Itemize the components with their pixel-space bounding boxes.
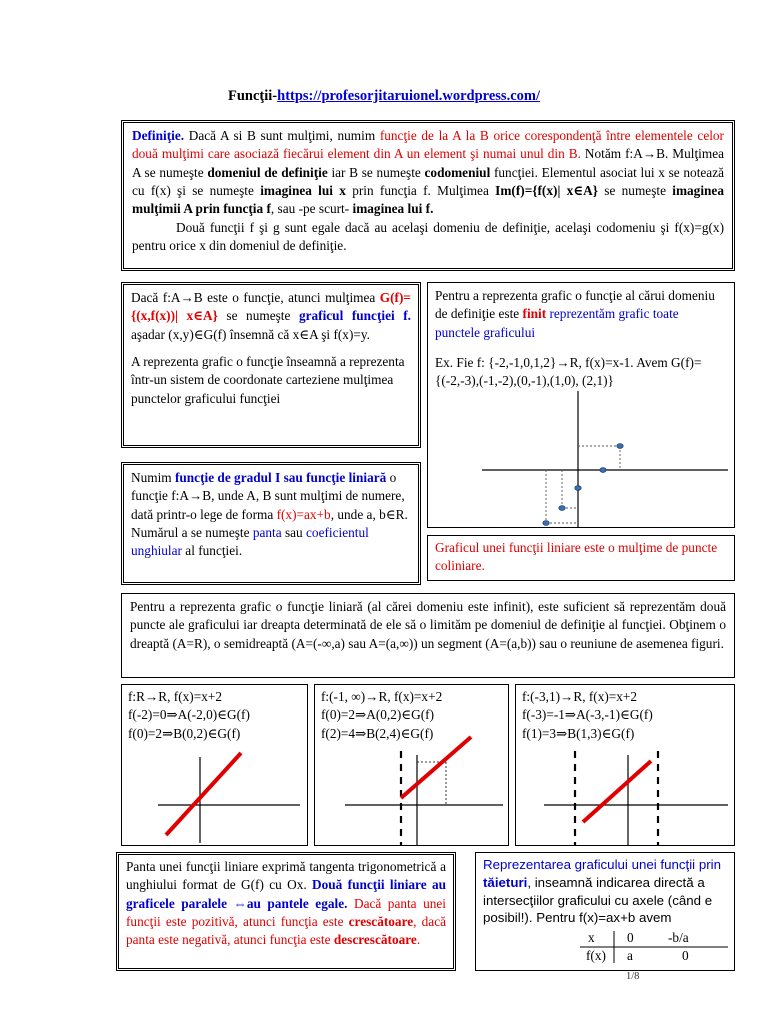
example-3-line-1: f:(-3,1)→R, f(x)=x+2 bbox=[522, 689, 638, 704]
linear-formula: f(x)=ax+b bbox=[276, 506, 331, 522]
point-0 bbox=[575, 486, 581, 491]
term-im: Im(f)={f(x)| x∈A} bbox=[495, 183, 598, 199]
example-1-line-1: f:R→R, f(x)=x+2 bbox=[128, 689, 223, 704]
linear-text: Numim bbox=[131, 470, 175, 485]
cuts-x-root: -b/a bbox=[668, 930, 689, 945]
term-im-multimii: imaginea mulţimii A prin funcţia f bbox=[132, 183, 724, 217]
example-2-plot bbox=[315, 685, 510, 847]
term-panta: panta bbox=[252, 525, 282, 541]
cuts-table-lines bbox=[580, 929, 728, 965]
example-box-3 bbox=[515, 684, 735, 846]
term-finit: finit bbox=[522, 306, 547, 322]
cuts-fx-a: a bbox=[627, 948, 633, 963]
slope-parallel-rule: Două funcţii liniare au graficele paralele ⇔au pantele egale. bbox=[126, 877, 446, 911]
cuts-x-0: 0 bbox=[627, 930, 634, 945]
definition-text: , sau -pe scurt- bbox=[270, 201, 353, 217]
linear-text: , unde a, b∈R. Numărul a se numeşte bbox=[131, 506, 408, 541]
colinear-box bbox=[427, 535, 735, 581]
example-2-line-1: f:(-1, ∞)→R, f(x)=x+2 bbox=[321, 689, 443, 704]
example-3-plot bbox=[516, 685, 736, 847]
term-imaginea-f: imaginea lui f. bbox=[352, 201, 434, 217]
infinite-domain-box bbox=[121, 593, 735, 678]
linear-text: sau bbox=[281, 525, 307, 541]
finite-example: Ex. Fie f: {-2,-1,0,1,2}→R, f(x)=x-1. Avem G(f)={(-2,-3),(-1,-2),(0,-1),(1,0), (2,1)} bbox=[435, 355, 702, 389]
term-grafic: graficul funcţiei f. bbox=[298, 308, 411, 324]
definition-text: iar B se numeşte bbox=[327, 164, 425, 180]
finite-plot bbox=[428, 283, 736, 529]
cuts-paragraph bbox=[483, 856, 727, 927]
definition-box bbox=[121, 120, 735, 271]
term-codomeniu: codomeniul bbox=[424, 164, 491, 180]
cuts-fx-0: 0 bbox=[682, 948, 689, 963]
finite-plot-axes bbox=[482, 391, 728, 527]
linear-text: al funcţiei. bbox=[181, 543, 243, 559]
finite-plot-points bbox=[543, 444, 623, 526]
linear-text: sau bbox=[280, 470, 307, 485]
point-neg1 bbox=[559, 506, 565, 511]
page-number: 1/8 bbox=[626, 971, 640, 982]
example-3-line-3: f(1)=3⇒B(1,3)∈G(f) bbox=[522, 725, 635, 741]
example-1-graph-line bbox=[166, 753, 241, 835]
finite-domain-box bbox=[427, 282, 735, 528]
example-1-line-3: f(0)=2⇒B(0,2)∈G(f) bbox=[128, 725, 241, 741]
example-2-line-3: f(2)=4⇒B(2,4)∈G(f) bbox=[321, 725, 434, 741]
definition-paragraph bbox=[132, 127, 724, 219]
colinear-text: Graficul unei funcţii liniare este o mulţime de puncte coliniare. bbox=[435, 540, 718, 574]
finite-text: Pentru a reprezenta grafic o funcţie al cărui domeniu de definiţie este bbox=[435, 288, 715, 322]
graph-set: G(f)= {(x,f(x))| x∈A} bbox=[131, 290, 411, 324]
title-prefix: Funcţii- bbox=[227, 88, 278, 104]
example-1-plot bbox=[122, 685, 309, 847]
point-neg2 bbox=[543, 521, 549, 526]
equality-paragraph: Două funcţii f şi g sunt egale dacă au acelaşi domeniu de definiţie, acelaşi codomeniu şi f(x)=g(x) pentru orice x din domeniul de definiţie. bbox=[132, 219, 724, 254]
definition-main: funcţie de la A la B orice corespondenţă între elementele celor două mulţimi care asociază fiecărui element din A un element şi numai unul din B. bbox=[132, 128, 724, 162]
term-liniara: funcţie liniară bbox=[306, 470, 387, 485]
finite-plot-guides bbox=[546, 446, 620, 523]
title-link[interactable]: https://profesorjitaruionel.wordpress.com/ bbox=[277, 88, 540, 104]
point-2 bbox=[617, 444, 623, 449]
example-1-line-2: f(-2)=0⇒A(-2,0)∈G(f) bbox=[128, 707, 250, 723]
term-taieturi: tăieturi bbox=[483, 874, 528, 890]
graph-text: Dacă f:A→B este o funcţie, atunci mulţimea bbox=[131, 290, 380, 305]
slope-red-text: Dacă panta unei funcţii este pozitivă, atunci funcţia este bbox=[126, 895, 447, 930]
example-3-graph-line bbox=[583, 761, 651, 822]
definition-text: se numeşte bbox=[598, 183, 673, 199]
linear-function-box bbox=[121, 462, 421, 585]
definition-text: Dacă A si B sunt mulţimi, numim bbox=[184, 128, 380, 143]
slope-text: Panta unei funcţii liniare exprimă tangenta trigonometrică a unghiului format de G(f) cu Ox. bbox=[126, 859, 446, 893]
definition-text: prin funcţia f. Mulţimea bbox=[345, 183, 496, 199]
slope-red-text: , dacă panta este negativă, atunci funcţia este bbox=[126, 914, 446, 948]
page-title bbox=[0, 86, 768, 106]
graph-definition-paragraph bbox=[131, 289, 411, 344]
cuts-box bbox=[475, 852, 735, 971]
slope-red-text: . bbox=[416, 932, 421, 948]
linear-text: o funcţie f:A→B, unde A, B sunt mulţimi de numere, dată printr-o lege de forma bbox=[131, 470, 405, 522]
definition-label: Definiţie. bbox=[132, 128, 185, 143]
graph-definition-box bbox=[121, 282, 421, 448]
term-gradul-i: funcţie de gradul I bbox=[174, 470, 281, 485]
represent-paragraph: A reprezenta grafic o funcţie înseamnă a reprezenta într-un sistem de coordonate carteziene mulţimea punctelor graficului funcţiei bbox=[131, 354, 405, 406]
definition-text: funcţiei. Elementul asociat lui x se notează cu f(x) şi se numeşte bbox=[132, 164, 724, 199]
cuts-fx-label: f(x) bbox=[586, 948, 606, 963]
term-descrescatoare: descrescătoare bbox=[333, 932, 417, 948]
term-domeniu: domeniul de definiţie bbox=[207, 164, 328, 180]
graph-text: se numeşte bbox=[217, 308, 299, 324]
term-imaginea: imaginea lui x bbox=[260, 183, 346, 199]
linear-paragraph bbox=[131, 469, 411, 561]
cuts-text: , inseamnă indicarea directă a intersecţiilor graficului cu axele (când e posibil!). Pentru f(x)=ax+b avem bbox=[483, 874, 713, 926]
example-2-graph-line bbox=[401, 737, 471, 798]
example-box-1 bbox=[121, 684, 308, 846]
cuts-x-label: x bbox=[588, 930, 595, 945]
example-box-2 bbox=[314, 684, 509, 846]
cuts-blue-text: Reprezentarea graficului unei funcţii prin bbox=[483, 857, 722, 872]
graph-text: aşadar (x,y)∈G(f) însemnă că x∈A şi f(x)=y. bbox=[131, 326, 370, 342]
example-3-line-2: f(-3)=-1⇒A(-3,-1)∈G(f) bbox=[522, 707, 653, 723]
cuts-table bbox=[580, 929, 728, 965]
example-2-line-2: f(0)=2⇒A(0,2)∈G(f) bbox=[321, 707, 435, 723]
definition-text: Notăm f:A→B. Mulţimea A se numeşte bbox=[132, 146, 724, 180]
term-crescatoare: crescătoare bbox=[348, 914, 414, 930]
slope-box bbox=[116, 852, 456, 971]
term-coeficient: coeficientul unghiular bbox=[131, 525, 369, 559]
infinite-text: Pentru a reprezenta grafic o funcţie liniară (al cărei domeniu este infinit), este suficient să reprezentăm două puncte ale graficului iar dreapta determinată de ele să o limităm pe domeniul de definiţie al funcţiei. Obţinem o dreaptă (A=R), o semidreaptă (A=(-∞,a) sau A=(a,∞)) un segment (A=(a,b)) sau o reuniune de asemenea figuri. bbox=[130, 599, 726, 651]
slope-paragraph bbox=[126, 858, 446, 950]
finite-blue: reprezentăm grafic toate punctele graficului bbox=[435, 306, 679, 340]
point-1 bbox=[600, 468, 606, 473]
